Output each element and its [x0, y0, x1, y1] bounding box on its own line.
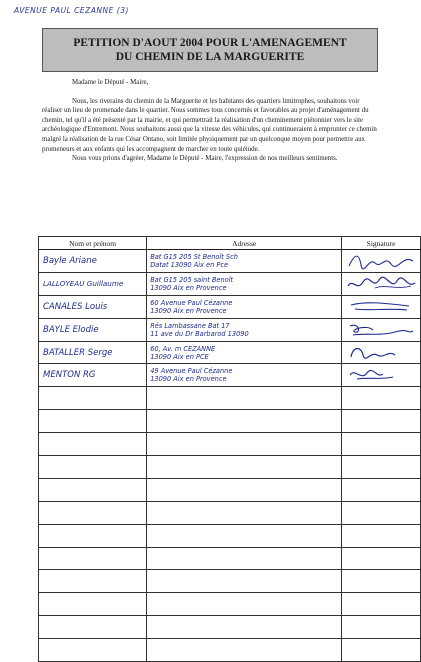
cell-signature — [342, 272, 421, 295]
cell-signature — [342, 410, 421, 433]
cell-name — [39, 570, 147, 593]
handwritten-signature — [342, 365, 420, 385]
cell-signature — [342, 433, 421, 456]
cell-name — [39, 639, 147, 662]
handwritten-signature — [342, 274, 420, 294]
address-line: Bat G15 205 St Benoît Sch — [150, 252, 238, 261]
cell-name — [39, 501, 147, 524]
cell-name — [39, 410, 147, 433]
signer-name: BATALLER Serge — [43, 347, 113, 358]
cell-name — [39, 524, 147, 547]
signer-name: LALLOYEAU Guillaume — [43, 278, 124, 288]
cell-address — [147, 433, 342, 456]
cell-signature — [342, 364, 421, 387]
header-name: Nom et prénom — [39, 237, 147, 250]
cell-address — [147, 364, 342, 387]
cell-address — [147, 501, 342, 524]
signer-name: BAYLE Elodie — [43, 324, 99, 335]
cell-signature — [342, 547, 421, 570]
table-header-row — [39, 237, 421, 250]
table-row — [39, 295, 421, 318]
cell-address — [147, 295, 342, 318]
cell-signature — [342, 639, 421, 662]
letter-body — [42, 78, 380, 164]
address-line: 13090 Aix en PCE — [150, 352, 209, 361]
title-line-1: PETITION D'AOUT 2004 POUR L'AMENAGEMENT — [73, 37, 347, 49]
table-row — [39, 318, 421, 341]
table-row-empty — [39, 547, 421, 570]
cell-address — [147, 341, 342, 364]
petition-title — [42, 28, 378, 72]
cell-address — [147, 250, 342, 273]
cell-address — [147, 593, 342, 616]
cell-signature — [342, 524, 421, 547]
cell-address — [147, 272, 342, 295]
cell-signature — [342, 387, 421, 410]
table-row-empty — [39, 456, 421, 479]
cell-address — [147, 478, 342, 501]
table-row-empty — [39, 478, 421, 501]
cell-address — [147, 570, 342, 593]
cell-name — [39, 478, 147, 501]
cell-address — [147, 456, 342, 479]
cell-signature — [342, 616, 421, 639]
table-row-empty — [39, 570, 421, 593]
cell-address — [147, 547, 342, 570]
cell-name — [39, 364, 147, 387]
address-line: 13090 Aix en Provence — [150, 306, 227, 315]
signature-table — [38, 236, 421, 662]
cell-address — [147, 616, 342, 639]
cell-name — [39, 616, 147, 639]
table-row-empty — [39, 501, 421, 524]
cell-address — [147, 387, 342, 410]
address-line: 13090 Aix en Provence — [150, 375, 227, 384]
cell-address — [147, 318, 342, 341]
cell-name — [39, 318, 147, 341]
address-line: Datat 13090 Aix en Pce — [150, 260, 229, 269]
cell-name — [39, 547, 147, 570]
address-line: 13090 Aix en Provence — [150, 283, 227, 292]
address-line: 11 ave du Dr Barbarod 13090 — [150, 329, 249, 338]
cell-address — [147, 410, 342, 433]
signer-name: MENTON RG — [43, 370, 96, 381]
header-address: Adresse — [147, 237, 342, 250]
address-line: Bat G15 205 saint Benoît — [150, 275, 234, 284]
signer-name: CANALES Louis — [43, 301, 108, 312]
cell-name — [39, 593, 147, 616]
table-row-empty — [39, 524, 421, 547]
cell-name — [39, 456, 147, 479]
handwritten-address-note: AVENUE PAUL CEZANNE (3) — [14, 6, 129, 15]
cell-signature — [342, 295, 421, 318]
cell-name — [39, 272, 147, 295]
cell-signature — [342, 250, 421, 273]
table-row — [39, 272, 421, 295]
paragraph-closing: Nous vous prions d'agréer, Madame le Député - Maire, l'expression de nos meilleurs sentiments. — [72, 155, 338, 163]
address-line: 60 Avenue Paul Cézanne — [150, 298, 233, 307]
title-line-2: DU CHEMIN DE LA MARGUERITE — [115, 51, 305, 63]
cell-name — [39, 250, 147, 273]
cell-signature — [342, 478, 421, 501]
handwritten-signature — [342, 343, 420, 363]
table-row-empty — [39, 593, 421, 616]
table-row-empty — [39, 410, 421, 433]
paragraph-main: Nous, les riverains du chemin de la Marguerite et les habitants des quartiers limitrophes, souhaitons voir réaliser un lieu de promenade dans le quartier. Nous sommes tous concernés et favorables au projet d'aménagement du chemin, tel qu'il a été présenté par la mairie, et qui permettrait la réalisation d'un cheminement piétonnier vers le site archéologique d'Entremont. Nous souhaitons aussi que la vitesse des véhicules, qui continueraient à emprunter ce chemin malgré la réalisation de la rue César Ontano, soit limitée physiquement par un quelconque moyen pour permettre aux promeneurs et aux enfants qui les accompagnent de marcher en toute quiétude. — [42, 97, 377, 153]
cell-name — [39, 341, 147, 364]
cell-name — [39, 433, 147, 456]
table-row — [39, 364, 421, 387]
salutation: Madame le Député - Maire, — [72, 79, 149, 86]
table-row-empty — [39, 387, 421, 410]
cell-signature — [342, 318, 421, 341]
table-row-empty — [39, 639, 421, 662]
cell-signature — [342, 501, 421, 524]
address-line: 49 Avenue Paul Cézanne — [150, 367, 233, 376]
table-row-empty — [39, 433, 421, 456]
cell-signature — [342, 593, 421, 616]
table-row-empty — [39, 616, 421, 639]
cell-address — [147, 524, 342, 547]
cell-name — [39, 387, 147, 410]
address-line: 60, Av. m CEZANNE — [150, 344, 216, 353]
table-row — [39, 250, 421, 273]
header-signature: Signature — [342, 237, 421, 250]
signer-name: Bayle Ariane — [43, 255, 97, 266]
handwritten-signature — [342, 251, 420, 271]
cell-signature — [342, 341, 421, 364]
address-line: Rés Lambassane Bat 17 — [150, 321, 230, 330]
cell-address — [147, 639, 342, 662]
handwritten-signature — [342, 320, 420, 340]
cell-signature — [342, 456, 421, 479]
handwritten-signature — [342, 297, 420, 317]
table-row — [39, 341, 421, 364]
cell-signature — [342, 570, 421, 593]
cell-name — [39, 295, 147, 318]
